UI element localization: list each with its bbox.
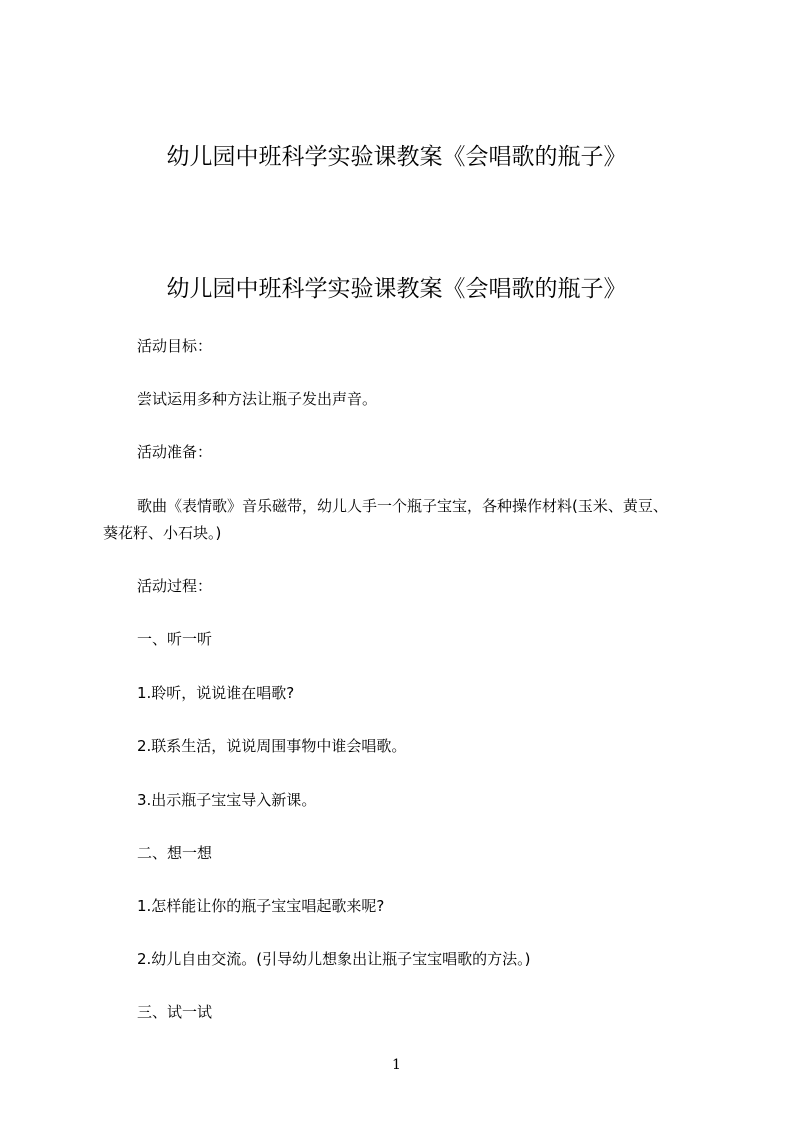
step1-heading: 一、听一听	[137, 630, 213, 648]
step3-heading: 三、试一试	[137, 1003, 213, 1021]
goal-heading: 活动目标：	[137, 337, 213, 355]
step2-item-1: 1.怎样能让你的瓶子宝宝唱起歌来呢?	[137, 897, 385, 915]
page-number: 1	[392, 1057, 401, 1073]
document-subtitle: 幼儿园中班科学实验课教案《会唱歌的瓶子》	[166, 276, 627, 302]
step1-item-1: 1.聆听，说说谁在唱歌?	[137, 684, 295, 702]
prep-text-line-1: 歌曲《表情歌》音乐磁带，幼儿人手一个瓶子宝宝，各种操作材料(玉米、黄豆、	[137, 497, 668, 515]
step2-heading: 二、想一想	[137, 844, 213, 862]
step1-item-3: 3.出示瓶子宝宝导入新课。	[137, 791, 317, 809]
step2-item-2: 2.幼儿自由交流。(引导幼儿想象出让瓶子宝宝唱歌的方法。)	[137, 950, 531, 968]
goal-text: 尝试运用多种方法让瓶子发出声音。	[137, 390, 378, 408]
process-heading: 活动过程：	[137, 577, 213, 595]
prep-text-line-2: 葵花籽、小石块。)	[103, 524, 222, 542]
step1-item-2: 2.联系生活，说说周围事物中谁会唱歌。	[137, 737, 407, 755]
prep-heading: 活动准备：	[137, 443, 213, 461]
document-title: 幼儿园中班科学实验课教案《会唱歌的瓶子》	[166, 144, 627, 170]
